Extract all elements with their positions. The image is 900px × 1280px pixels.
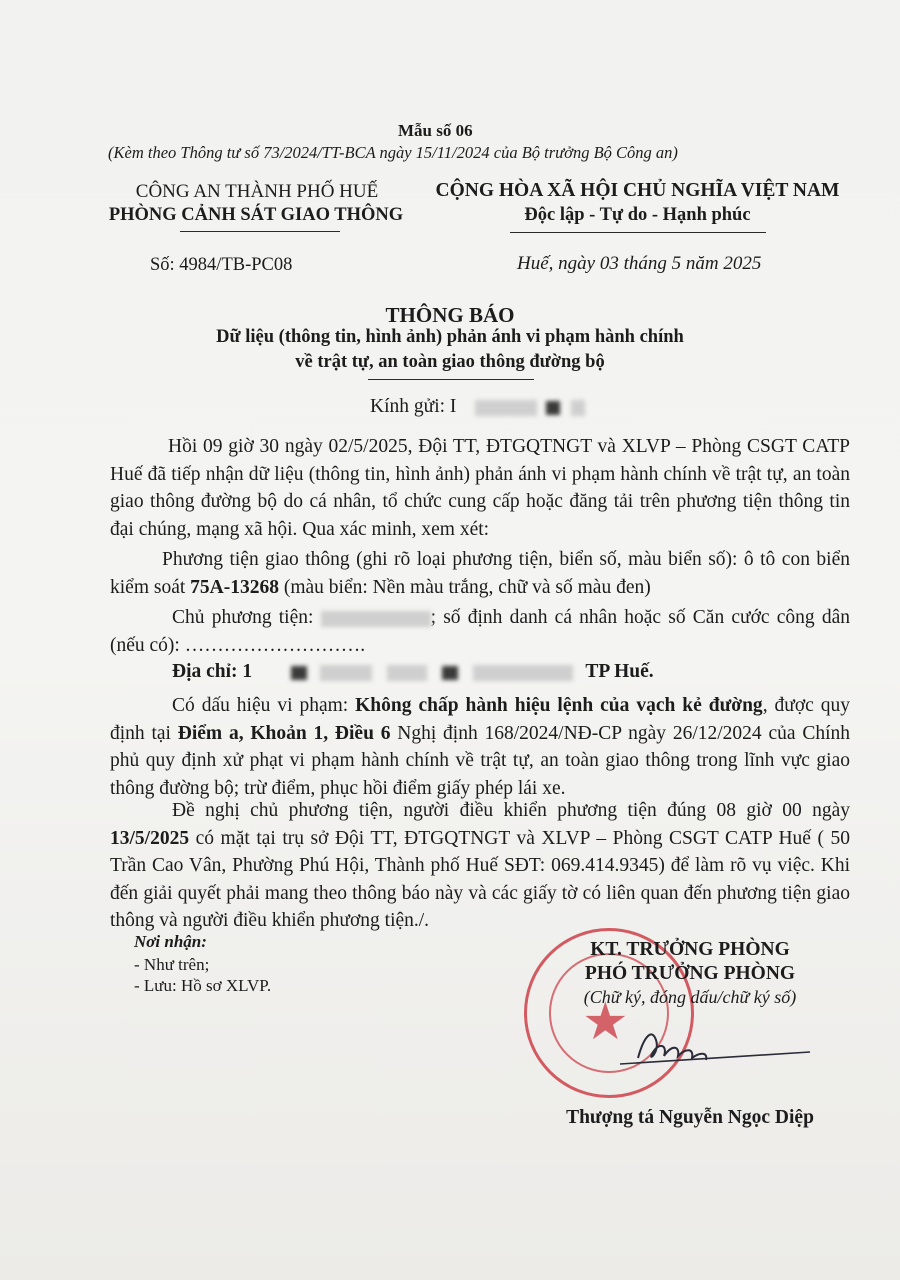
handwritten-signature bbox=[560, 1018, 820, 1078]
violation-prefix: Có dấu hiệu vi phạm: bbox=[172, 695, 349, 716]
redacted-address bbox=[442, 666, 458, 680]
paragraph-owner bbox=[110, 604, 850, 659]
violation-text: Không chấp hành hiệu lệnh của vạch kẻ đường bbox=[355, 695, 763, 716]
form-reference: (Kèm theo Thông tư số 73/2024/TT-BCA ngày 15/11/2024 của Bộ trưởng Bộ Công an) bbox=[108, 143, 678, 162]
recipient-line bbox=[370, 396, 585, 418]
address-line bbox=[172, 661, 654, 683]
redacted-name bbox=[475, 400, 537, 416]
doc-number: Số: 4984/TB-PC08 bbox=[150, 255, 293, 275]
doc-subtitle-1: Dữ liệu (thông tin, hình ảnh) phản ánh vi phạm hành chính bbox=[216, 327, 684, 347]
license-plate: 75A-13268 bbox=[190, 576, 279, 598]
place-date: Huế, ngày 03 tháng 5 năm 2025 bbox=[517, 253, 762, 274]
paragraph-violation bbox=[110, 692, 850, 802]
doc-title: THÔNG BÁO bbox=[385, 303, 515, 327]
agency-name: PHÒNG CẢNH SÁT GIAO THÔNG bbox=[108, 205, 404, 225]
title-underline bbox=[368, 379, 534, 380]
paragraph-vehicle bbox=[110, 546, 850, 601]
signature-note: (Chữ ký, đóng dấu/chữ ký số) bbox=[583, 987, 797, 1007]
violation-mid: , được quy định tại bbox=[110, 695, 850, 744]
form-number: Mẫu số 06 bbox=[398, 121, 473, 140]
redacted-owner bbox=[321, 611, 431, 627]
signer-name: Thượng tá Nguyễn Ngọc Diệp bbox=[566, 1107, 814, 1128]
redacted-address bbox=[291, 666, 307, 680]
plate-color: (màu biển: Nền màu trắng, chữ và số màu đen) bbox=[283, 576, 651, 598]
request-prefix: Đề nghị chủ phương tiện, người điều khiển phương tiện đúng 08 giờ 00 ngày bbox=[172, 800, 850, 821]
recipient-item-2: - Lưu: Hồ sơ XLVP. bbox=[134, 976, 272, 995]
star-icon: ★ bbox=[582, 994, 629, 1051]
redacted-address bbox=[320, 665, 372, 681]
owner-tail: ; số định danh cá nhân hoặc số Căn cước công dân (nếu có): ………………………. bbox=[110, 607, 851, 656]
request-date: 13/5/2025 bbox=[110, 827, 190, 849]
recipient-label: Kính gửi: I bbox=[370, 396, 457, 417]
signature-title-1: KT. TRƯỞNG PHÒNG bbox=[590, 939, 790, 960]
nation-name: CỘNG HÒA XÃ HỘI CHỦ NGHĨA VIỆT NAM bbox=[435, 180, 840, 201]
agency-underline bbox=[180, 231, 340, 232]
address-tail: TP Huế. bbox=[585, 661, 654, 682]
paragraph-request bbox=[110, 797, 850, 935]
recipient-item-1: - Như trên; bbox=[134, 955, 210, 974]
paragraph-intro: Hồi 09 giờ 30 ngày 02/5/2025, Đội TT, ĐTGQTNGT và XLVP – Phòng CSGT CATP Huế đã tiếp nhận dữ liệu (thông tin, hình ảnh) phản ánh vi phạm hành chính về trật tự, an toàn giao thông đường bộ do cá nhân, tổ chức cung cấp hoặc đăng tải trên phương tiện thông tin đại chúng, mạng xã hội. Qua xác minh, xem xét: bbox=[110, 436, 850, 540]
redacted-name bbox=[571, 400, 585, 416]
recipients-label: Nơi nhận: bbox=[134, 932, 207, 951]
agency-parent: CÔNG AN THÀNH PHỐ HUẾ bbox=[135, 181, 379, 202]
motto-underline bbox=[510, 232, 766, 233]
signature-title-2: PHÓ TRƯỞNG PHÒNG bbox=[584, 963, 796, 984]
motto: Độc lập - Tự do - Hạnh phúc bbox=[524, 205, 751, 225]
request-tail: có mặt tại trụ sở Đội TT, ĐTGQTNGT và XLVP – Phòng CSGT CATP Huế ( 50 Trần Cao Vân, Phường Phú Hội, Thành phố Huế SĐT: 069.414.9345) để làm rõ vụ việc. Khi đến giải quyết phải mang theo thông báo này và các giấy tờ có liên quan đến phương tiện giao thông và người điều khiển phương tiện./. bbox=[110, 827, 851, 931]
redacted-name bbox=[546, 401, 560, 415]
violation-article: Điểm a, Khoản 1, Điều 6 bbox=[177, 722, 391, 744]
owner-label: Chủ phương tiện: bbox=[172, 607, 314, 628]
redacted-address bbox=[387, 665, 427, 681]
address-label: Địa chỉ: 1 bbox=[172, 661, 253, 682]
doc-subtitle-2: về trật tự, an toàn giao thông đường bộ bbox=[295, 352, 605, 372]
violation-tail: Nghị định 168/2024/NĐ-CP ngày 26/12/2024 của Chính phủ quy định xử phạt vi phạm hành chính về trật tự, an toàn giao thông trong lĩnh vực giao thông đường bộ; trừ điểm, phục hồi điểm giấy phép lái xe. bbox=[110, 722, 850, 799]
redacted-address bbox=[473, 665, 573, 681]
vehicle-text: Phương tiện giao thông (ghi rõ loại phương tiện, biển số, màu biển số): ô tô con biển kiểm soát bbox=[110, 549, 850, 598]
